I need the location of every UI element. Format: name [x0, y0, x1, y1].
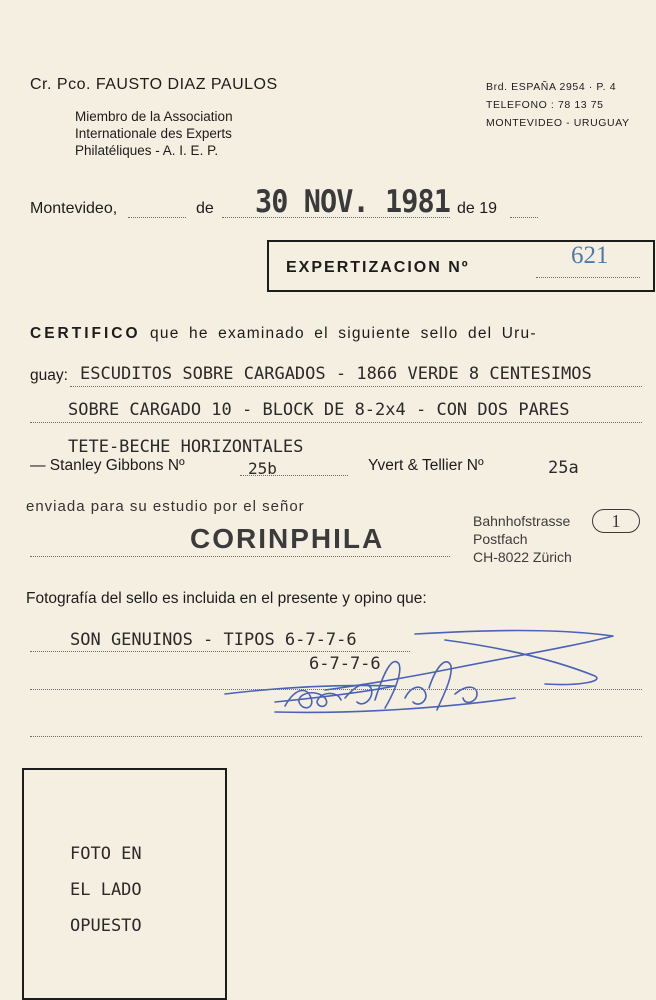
opinion-line: 6-7-7-6 — [309, 654, 381, 674]
address-line: Brd. ESPAÑA 2954 · P. 4 — [486, 81, 617, 93]
stanley-gibbons-label: — Stanley Gibbons Nº — [30, 457, 185, 474]
stamp-address-line: CH-8022 Zürich — [473, 549, 572, 565]
opinion-intro: Fotografía del sello es incluida en el presente y opino que: — [26, 590, 427, 607]
opinion-dots — [30, 736, 642, 737]
photo-text-line: EL LADO — [70, 880, 142, 900]
photo-text-line: FOTO EN — [70, 844, 142, 864]
expertizacion-dots — [536, 277, 640, 278]
sender-stamp-number: 1 — [592, 509, 640, 533]
date-dots — [128, 217, 186, 218]
expertizacion-number: 621 — [571, 242, 609, 269]
certifico-rest: que he examinado el siguiente sello del Uru- — [150, 325, 537, 342]
address-line: MONTEVIDEO - URUGUAY — [486, 117, 630, 129]
stamp-address-line: Postfach — [473, 531, 528, 547]
yvert-tellier-label: Yvert & Tellier Nº — [368, 457, 484, 474]
stamp-address-line: Bahnhofstrasse — [473, 513, 571, 529]
sg-dots — [240, 475, 348, 476]
certifico-word: CERTIFICO — [30, 325, 141, 342]
certificate-line2 — [30, 367, 68, 385]
date-city: Montevideo, — [30, 200, 118, 217]
address-line: TELEFONO : 78 13 75 — [486, 99, 604, 111]
aiep-line: Miembro de la Association — [75, 109, 233, 124]
aiep-line: Philatéliques - A. I. E. P. — [75, 143, 219, 158]
expertizacion-label: EXPERTIZACION Nº — [286, 259, 470, 276]
handwritten-signature — [215, 628, 625, 718]
sender-stamp-address — [473, 512, 572, 566]
yvert-tellier-number: 25a — [548, 458, 579, 478]
description-dots — [70, 386, 642, 387]
enviada-label: enviada para su estudio por el señor — [26, 498, 305, 515]
stamp-description-line: ESCUDITOS SOBRE CARGADOS - 1866 VERDE 8 CENTESIMOS — [80, 364, 592, 384]
sender-name: CORINPHILA — [190, 523, 385, 554]
uruguay-prefix: guay: — [30, 367, 68, 384]
date-stamp: 30 NOV. 1981 — [255, 184, 451, 220]
description-dots — [30, 422, 642, 423]
photo-text-line: OPUESTO — [70, 916, 142, 936]
date-dots — [510, 217, 538, 218]
aiep-line: Internationale des Experts — [75, 126, 232, 141]
opinion-line: SON GENUINOS - TIPOS 6-7-7-6 — [70, 630, 357, 650]
date-de: de — [196, 200, 214, 217]
photo-placeholder-text — [70, 836, 142, 944]
date-year-prefix: de 19 — [457, 200, 498, 217]
sender-dots — [30, 556, 450, 557]
certifico-line — [30, 325, 537, 343]
expert-name: Cr. Pco. FAUSTO DIAZ PAULOS — [30, 76, 278, 93]
stanley-gibbons-number: 25b — [248, 459, 277, 478]
stamp-description-line: SOBRE CARGADO 10 - BLOCK DE 8-2x4 - CON DOS PARES — [68, 400, 570, 420]
aiep-membership — [75, 108, 233, 159]
stamp-description-line: TETE-BECHE HORIZONTALES — [68, 437, 304, 457]
expert-address — [486, 78, 630, 132]
